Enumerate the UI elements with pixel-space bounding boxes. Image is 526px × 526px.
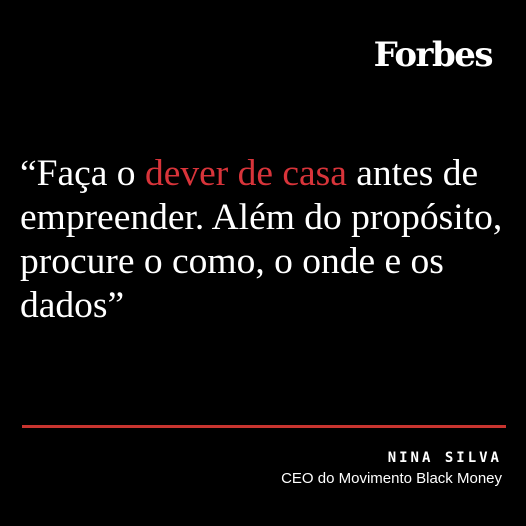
- quote-text: [20, 152, 510, 328]
- quote-text-start: “Faça o: [20, 153, 145, 194]
- author-title: CEO do Movimento Black Money: [281, 470, 502, 487]
- forbes-logo: Forbes: [373, 35, 492, 75]
- divider-line: [22, 425, 506, 428]
- quote-highlight: dever de casa: [144, 153, 347, 194]
- author-name: NINA SILVA: [387, 450, 502, 466]
- quote-text-end: antes de empreender. Além do propósito, procure o como, o onde e os dados”: [20, 153, 503, 326]
